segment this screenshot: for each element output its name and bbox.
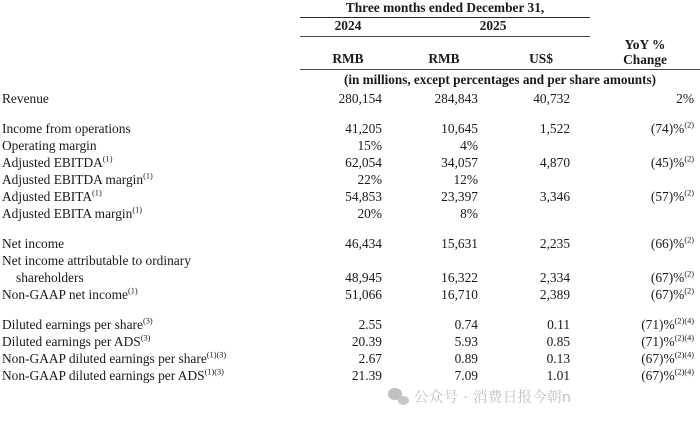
cell-usd: 3,346 [539,188,571,204]
header-year-2025: 2025 [396,18,590,37]
cell-rmb-2024: 21.39 [351,367,382,383]
header-year-row [0,18,700,37]
cell-usd: 0.13 [546,350,571,366]
cell-rmb-2025: 284,843 [434,90,478,106]
table-row [0,286,700,303]
cell-yoy-change: (71)%$^{(2)(4)}$ [641,316,695,332]
table-row [0,252,700,269]
row-label-footnote: (1) [102,154,113,164]
row-label: Net income [2,235,65,251]
row-label-footnote: (3) [142,316,153,326]
value-footnote: (2)(4) [674,333,695,343]
table-row [0,333,700,350]
table-header [0,0,700,90]
cell-rmb-2024: 280,154 [338,90,382,106]
cell-yoy-change: (67)%$^{(2)}$ [650,269,695,285]
table-row [0,235,700,252]
table-body [0,90,700,384]
value-footnote: (2)(4) [674,316,695,326]
cell-rmb-2025: 34,057 [441,154,478,170]
cell-rmb-2024: 51,066 [345,286,382,302]
row-label: Diluted earnings per share$^{(3)}$ [2,316,153,332]
header-currency-rmb-2024: RMB [300,37,396,70]
cell-rmb-2025: 0.89 [454,350,478,366]
cell-yoy-change [590,137,700,154]
cell-rmb-2024: 46,434 [345,235,382,251]
cell-usd: 1.01 [546,367,571,383]
wechat-icon [388,388,409,405]
header-yoy-change [590,37,700,70]
cell-rmb-2024: 41,205 [345,120,382,136]
cell-usd: 0.85 [546,333,571,349]
cell-usd: 0.11 [547,316,571,332]
value-footnote: (2) [684,188,695,198]
cell-yoy-change: (67)%$^{(2)(4)}$ [641,350,695,366]
value-footnote: (2)(4) [674,350,695,360]
value-footnote: (2) [684,286,695,296]
header-currency-usd: US$ [492,37,590,70]
header-units-row [0,69,700,90]
header-yoy-line2: Change [623,51,667,67]
cell-rmb-2025: 23,397 [441,188,478,204]
cell-yoy-change: (45)%$^{(2)}$ [650,154,695,170]
row-label-footnote: (1)(3) [204,367,224,377]
row-label-footnote: (1)(3) [206,350,227,360]
table-row [0,316,700,333]
cell-rmb-2024 [300,252,396,269]
row-label: shareholders [16,269,84,285]
cell-yoy-change: 2% [676,90,695,106]
table-row [0,90,700,107]
row-label: Adjusted EBITDA$^{(1)}$ [2,154,113,170]
cell-rmb-2025: 15,631 [441,235,478,251]
header-units-note: (in millions, except percentages and per share amounts) [343,71,657,87]
cell-rmb-2024: 48,945 [345,269,382,285]
cell-usd [492,252,590,269]
row-label: Income from operations [2,120,131,136]
row-label: Diluted earnings per ADS$^{(3)}$ [2,333,151,349]
cell-rmb-2025: 7.09 [454,367,478,383]
row-label-footnote: (1) [92,188,102,198]
table-spacer-cell [0,303,700,316]
value-footnote: (2) [684,235,695,245]
row-label: Adjusted EBITA margin$^{(1)}$ [2,205,143,221]
cell-rmb-2025 [396,252,492,269]
table-row [0,154,700,171]
header-units-spacer [0,69,300,90]
cell-rmb-2024: 22% [357,171,382,187]
table-row [0,205,700,222]
cell-yoy-change: (66)%$^{(2)}$ [650,235,695,251]
cell-yoy-change: (57)%$^{(2)}$ [650,188,695,204]
header-year-2024: 2024 [300,18,396,37]
cell-rmb-2024: 2.67 [358,350,382,366]
table-row [0,188,700,205]
header-corner-spacer [0,0,300,18]
cell-rmb-2025: 16,322 [441,269,478,285]
cell-rmb-2024: 15% [357,137,382,153]
row-label-footnote: (3) [140,333,151,343]
header-year-spacer [0,18,300,37]
cell-rmb-2024: 20% [357,205,382,221]
cell-usd: 2,334 [539,269,571,285]
cell-rmb-2025: 12% [453,171,478,187]
cell-usd: 2,389 [539,286,571,302]
header-currency-row [0,37,700,70]
row-label: Adjusted EBITA$^{(1)}$ [2,188,102,204]
table-row [0,367,700,384]
table-spacer-row [0,107,700,120]
table-row [0,269,700,286]
cell-rmb-2025: 5.93 [454,333,478,349]
cell-rmb-2025: 10,645 [441,120,478,136]
value-footnote: (2) [684,154,695,164]
cell-usd [492,137,590,154]
value-footnote: (2)(4) [674,367,695,377]
header-currency-spacer [0,37,300,70]
cell-rmb-2024: 62,054 [345,154,382,170]
cell-usd: 40,732 [533,90,571,106]
cell-yoy-change: (74)%$^{(2)}$ [650,120,695,136]
header-yoy-spacer [590,0,700,18]
cell-yoy-change [590,205,700,222]
row-label: Non-GAAP net income$^{(1)}$ [2,286,138,302]
table-row [0,350,700,367]
header-yoy-line1: YoY % [624,36,666,52]
cell-rmb-2025: 4% [460,137,478,153]
table-row [0,137,700,154]
cell-usd [492,205,590,222]
cell-usd: 4,870 [539,154,571,170]
cell-yoy-change [590,252,700,269]
row-label: Net income attributable to ordinary [2,252,191,268]
table-spacer-cell [0,222,700,235]
cell-yoy-change: (67)%$^{(2)}$ [650,286,695,302]
table-row [0,171,700,188]
cell-rmb-2025: 16,710 [441,286,478,302]
row-label: Non-GAAP diluted earnings per $ADS^{(1)(3)}$ [2,367,224,383]
table-row [0,120,700,137]
table-spacer-row [0,303,700,316]
row-label-footnote: (1) [143,171,153,181]
cell-rmb-2024: 54,853 [345,188,382,204]
cell-usd: 2,235 [539,235,571,251]
value-footnote: (2) [684,269,695,279]
cell-rmb-2024: 20.39 [351,333,382,349]
cell-usd [492,171,590,188]
header-yoy-spacer-2 [590,18,700,37]
header-period-title: Three months ended December 31, [300,0,590,18]
row-label-footnote: (1) [132,205,143,215]
value-footnote: (2) [684,120,695,130]
row-label-footnote: (1) [127,286,138,296]
watermark-text: 公众号 · 消费日报今朝n [414,390,572,406]
table-spacer-cell [0,107,700,120]
header-currency-rmb-2025: RMB [396,37,492,70]
row-label: Adjusted EBITDA margin$^{(1)}$ [2,171,153,187]
header-period-row [0,0,700,18]
wechat-watermark [388,386,571,407]
cell-yoy-change [590,171,700,188]
row-label: Revenue [2,90,49,106]
row-label: Non-GAAP diluted earnings per share$^{(1)(3)}$ [2,350,227,366]
cell-rmb-2025: 0.74 [454,316,478,332]
cell-yoy-change: (67)%$^{(2)(4)}$ [641,367,695,383]
row-label: Operating margin [2,137,97,153]
cell-usd: 1,522 [539,120,571,136]
cell-rmb-2024: 2.55 [358,316,382,332]
cell-yoy-change: (71)%$^{(2)(4)}$ [641,333,695,349]
table-spacer-row [0,222,700,235]
cell-rmb-2025: 8% [460,205,478,221]
